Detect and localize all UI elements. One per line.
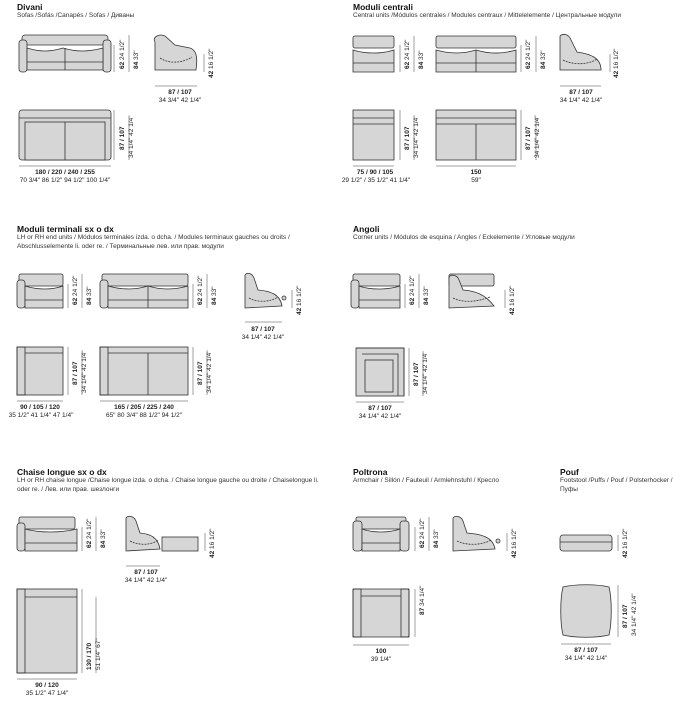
- section-moduli-terminali: [0, 222, 345, 457]
- dim-h84: 84 33": [100, 529, 107, 548]
- section-subtitle: Footstool /Puffs / Pouf / Polsterhocker / Пуфы: [560, 477, 673, 493]
- dim-width: 100: [375, 648, 387, 655]
- pouf-plan: [561, 585, 612, 638]
- dim-h84: 84 33": [418, 50, 425, 69]
- angoli-drawings: [345, 222, 690, 457]
- dim-h84: 84 33": [86, 286, 93, 305]
- central-side-view: [560, 34, 601, 70]
- dim-h42: 42 16 1/2": [613, 48, 620, 78]
- dim-depth-in: 34 3/4" 42 1/4": [158, 97, 202, 104]
- dim-h62-b: 62 24 1/2": [525, 39, 532, 69]
- section-title: Divani: [17, 2, 43, 12]
- section-subtitle: Armchair / Sillón / Fauteuil / Armlehnstuhl / Кресло: [353, 477, 500, 484]
- dim-depth: 87 / 107: [134, 569, 158, 576]
- dim-plan-depth-in: 51 1/4" 67": [95, 638, 102, 670]
- dim-plan-depth: 87 / 107: [404, 126, 411, 150]
- dim-h84: 84 33": [423, 286, 430, 305]
- dim-width: 180 / 220 / 240 / 255: [35, 169, 95, 176]
- dim-width-in: 70 3/4" 86 1/2" 94 1/2" 100 1/4": [19, 177, 111, 184]
- dim-width-a: 90 / 105 / 120: [20, 404, 60, 411]
- section-chaise-longue: [0, 465, 345, 709]
- dim-width-in: 34 1/4" 42 1/4": [358, 413, 402, 420]
- dim-h84-b: 84 33": [211, 286, 218, 305]
- section-subtitle: Sofas /Sofás /Canapés / Sofas / Диваны: [17, 12, 135, 19]
- section-title: Angoli: [353, 224, 380, 234]
- dim-width: 87 / 107: [368, 405, 392, 412]
- dim-depth-in: 34 1/4" 42 1/4": [124, 577, 168, 584]
- corner-plan: [356, 348, 404, 396]
- end-unit-side-view: [245, 273, 286, 308]
- dim-plan-depth-b: 87 / 107: [525, 126, 532, 150]
- section-title: Moduli terminali sx o dx: [17, 224, 114, 234]
- sofa-front-view: [19, 35, 111, 72]
- dim-plan-depth: 87 / 107: [413, 362, 420, 386]
- sofa-side-view: [154, 35, 197, 70]
- central-large-front: [436, 36, 516, 72]
- dim-width-b: 165 / 205 / 225 / 240: [114, 404, 174, 411]
- dim-h62: 62 24 1/2": [72, 275, 79, 305]
- dim-width-a: 75 / 90 / 105: [356, 169, 394, 176]
- sofa-plan-view: [19, 110, 111, 160]
- dim-plan-depth-in-b: 34 1/4" 42 1/4": [534, 115, 541, 158]
- armchair-side-view: [453, 516, 500, 551]
- dim-plan-depth: 87 / 107: [119, 126, 126, 150]
- dim-width-in: 34 1/4" 42 1/4": [564, 655, 608, 662]
- section-subtitle: Corner units / Módulos de esquina / Angles / Eckelemente / Угловые модули: [353, 234, 575, 241]
- dim-width-b: 150: [470, 169, 482, 176]
- dim-width-b-in: 65" 80 3/4" 88 1/2" 94 1/2": [105, 412, 183, 419]
- poltrona-drawings: [345, 465, 555, 709]
- section-divani: [0, 0, 345, 215]
- section-title: Chaise longue sx o dx: [17, 467, 107, 477]
- section-moduli-centrali: [341, 0, 690, 215]
- central-large-plan: [436, 110, 516, 160]
- armchair-front: [353, 517, 409, 551]
- dim-plan-depth-in: 34 1/4" 42 1/4": [81, 350, 88, 393]
- dim-width: 87 / 107: [574, 647, 598, 654]
- chaise-front: [17, 517, 77, 551]
- dim-h62: 62 24 1/2": [419, 518, 426, 548]
- chaise-side-view: [126, 516, 198, 551]
- central-small-front: [353, 36, 394, 72]
- dim-width-in: 35 1/2" 47 1/4": [25, 690, 69, 697]
- chaise-plan: [17, 589, 77, 673]
- dim-h62: 62 24 1/2": [409, 275, 416, 305]
- dim-plan-depth: 130 / 170: [86, 642, 93, 670]
- dim-h42: 42 16 1/2": [622, 528, 629, 558]
- dim-plan-depth: 87 34 1/4": [419, 585, 426, 615]
- dim-h62: 62 24 1/2": [119, 39, 126, 69]
- dim-h84-b: 84 33": [540, 50, 547, 69]
- dim-h62: 62 24 1/2": [86, 518, 93, 548]
- dim-h42: 42 16 1/2": [208, 48, 215, 78]
- section-title: Moduli centrali: [353, 2, 413, 12]
- section-poltrona: [345, 465, 555, 709]
- dim-plan-depth: 87 / 107: [72, 361, 79, 385]
- dim-plan-depth-in: 34 1/4" 42 1/4": [422, 351, 429, 394]
- dim-h42: 42 16 1/2": [209, 528, 216, 558]
- dim-h62: 62 24 1/2": [404, 39, 411, 69]
- dim-width-a-in: 35 1/2" 41 1/4" 47 1/4": [8, 412, 74, 419]
- pouf-drawings: [555, 465, 690, 709]
- corner-front: [351, 274, 400, 308]
- end-unit-small-plan: [17, 347, 63, 395]
- pouf-front: [560, 535, 612, 551]
- section-title: Poltrona: [353, 467, 388, 477]
- dim-h42: 42 16 1/2": [511, 528, 518, 558]
- dim-plan-depth: 87 / 107: [622, 604, 629, 628]
- dim-h84: 84 33": [433, 529, 440, 548]
- end-unit-small-front: [17, 274, 63, 308]
- section-angoli: [345, 222, 690, 457]
- dim-width-b-in: 59": [471, 177, 481, 184]
- dim-width-in: 39 1/4": [370, 656, 392, 663]
- dim-depth: 87 / 107: [168, 89, 192, 96]
- dim-depth-in: 34 1/4" 42 1/4": [241, 334, 285, 341]
- dim-width-a-in: 29 1/2" / 35 1/2" 41 1/4": [341, 177, 411, 184]
- armchair-plan: [353, 589, 409, 637]
- end-unit-large-plan: [100, 347, 188, 395]
- dim-h84: 84 33": [133, 50, 140, 69]
- dim-depth-in: 34 1/4" 42 1/4": [559, 97, 603, 104]
- dim-plan-depth-in: 34 1/4" 42 1/4": [631, 593, 638, 636]
- dim-plan-depth-in: 34 1/4" 42 1/4": [413, 115, 420, 158]
- corner-side-view: [449, 274, 494, 308]
- section-subtitle: LH or RH chaise longue /Chaise longue izda. o dcha. / Chaise longue gauche ou droite / Chaiselongue li. oder re. / Лев. или прав. шезлонги: [17, 477, 319, 493]
- dim-plan-depth-in-b: 34 1/4" 42 1/4": [206, 350, 213, 393]
- dim-depth: 87 / 107: [251, 326, 275, 333]
- dim-depth: 87 / 107: [569, 89, 593, 96]
- end-unit-large-front: [100, 274, 188, 308]
- dim-plan-depth-in: 34 1/4" 42 1/4": [128, 115, 135, 158]
- central-small-plan: [353, 110, 394, 160]
- chaise-drawings: [0, 465, 345, 709]
- dim-width: 90 / 120: [35, 682, 59, 689]
- dim-h42: 42 16 1/2": [509, 285, 516, 315]
- section-subtitle: Central units /Módulos centrales / Modules centraux / Mittelelemente / Центральные модули: [353, 12, 622, 19]
- section-pouf: [555, 465, 690, 709]
- section-title: Pouf: [560, 467, 579, 477]
- dim-h62-b: 62 24 1/2": [197, 275, 204, 305]
- dim-h42: 42 16 1/2": [296, 285, 303, 315]
- dim-plan-depth-b: 87 / 107: [197, 361, 204, 385]
- section-subtitle: LH or RH end units / Módulos terminales izda. o dcha. / Modules terminaux gauches ou droits / Abschlusselemente li. oder re. / Терминальные лев. или прав. модули: [17, 234, 290, 250]
